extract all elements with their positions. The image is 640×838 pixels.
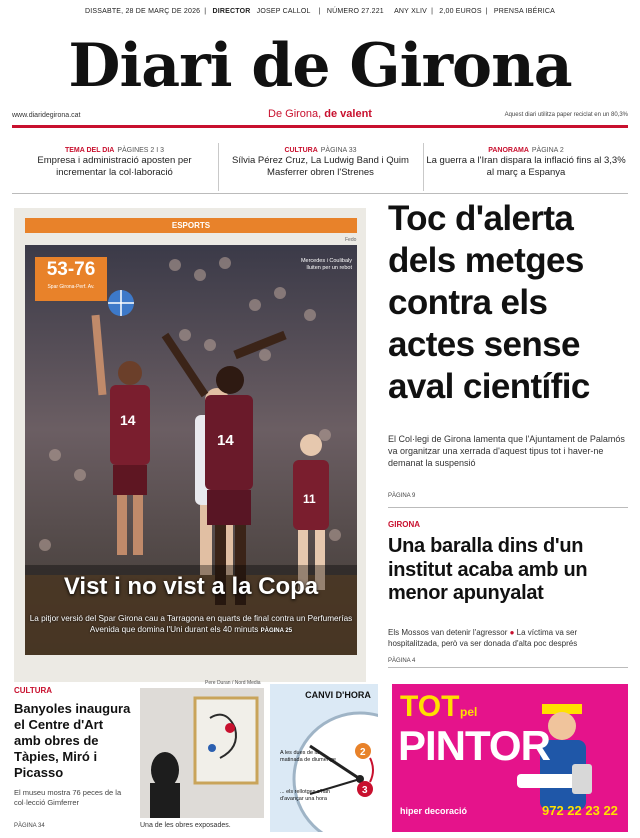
culture-standfirst: El museu mostra 76 peces de la col·lecció Gimferrer xyxy=(14,788,122,807)
score-teams: Spar Girona-Perf. Av. xyxy=(47,284,95,290)
issue-number: NÚMERO 27.221 xyxy=(326,8,384,15)
sports-page: PÀGINA 25 xyxy=(260,628,293,634)
photo-note: Mercedes i Coulibaly lluiten per un rebot xyxy=(300,258,352,271)
publisher-group: PRENSA IBÉRICA xyxy=(493,8,556,15)
director-name: JOSEP CALLOL xyxy=(256,8,311,15)
header-meta: DISSABTE, 28 DE MARÇ DE 2026 | DIRECTOR JOSEP CALLOL | NÚMERO 27.221 ANY XLIV | 2,00 EUROS | PRENSA IBÉRICA xyxy=(84,8,556,15)
jersey-number: 14 xyxy=(217,432,234,449)
second-sub-b: La víctima va ser hospitalitzada, però va ser donada d'alta poc després xyxy=(388,628,578,648)
ad-pel-text: pel xyxy=(460,705,478,719)
sports-standfirst xyxy=(28,613,354,637)
score-badge xyxy=(35,257,107,301)
teaser-text: La guerra a l'Iran dispara la inflació fins al 3,3% al març a Espanya xyxy=(426,155,626,178)
second-sub-a: Els Mossos van detenir l'agressor xyxy=(388,628,508,637)
second-headline[interactable]: Una baralla dins d'un institut acaba amb un menor apunyalat xyxy=(388,535,588,604)
ad-pintor-text: PINTOR xyxy=(398,722,550,769)
bullet-icon: ● xyxy=(509,628,515,637)
slogan-prefix: De Girona, xyxy=(268,108,322,120)
ad-tot-text: TOT xyxy=(400,690,460,723)
clock-mark-3: 3 xyxy=(362,785,368,796)
culture-headline[interactable]: Banyoles inaugura el Centre d'Art amb obres de Tàpies, Miró i Picasso xyxy=(14,701,131,780)
teaser-category: PANORAMA PÀGINA 2 xyxy=(488,147,564,154)
photo-credit: Fedo xyxy=(345,237,357,243)
teaser-panorama[interactable] xyxy=(423,143,628,191)
clock-note: ... els rellotges s'han d'avançar una hora xyxy=(280,789,330,802)
divider xyxy=(388,667,628,668)
ad-phone[interactable]: 972 22 23 22 xyxy=(542,803,618,818)
masthead-title[interactable]: Diari de Girona xyxy=(68,31,572,101)
sports-sub-text: La pitjor versió del Spar Girona cau a Tarragona en quarts de final contra un Perfumerías Avenida que domina l'Uni durant els 40 minuts xyxy=(29,614,353,634)
issue-price: 2,00 EUROS xyxy=(439,8,482,15)
second-standfirst xyxy=(388,627,628,649)
teaser-category: TEMA DEL DIA PÀGINES 2 I 3 xyxy=(64,147,165,154)
girona-section-tag[interactable]: GIRONA xyxy=(388,520,420,529)
ad-subtitle: hiper decoració xyxy=(400,806,468,816)
second-page-ref: PÀGINA 4 xyxy=(388,658,416,664)
issue-year: ANY XLIV xyxy=(394,8,428,15)
clock-note: A les dues de la matinada de diumenge xyxy=(280,750,336,763)
photo-credit: Pere Duran / Nord Media xyxy=(205,680,261,686)
teaser-cultura[interactable] xyxy=(218,143,422,191)
culture-section-tag[interactable]: CULTURA xyxy=(14,686,53,695)
teaser-text: Sílvia Pérez Cruz, La Ludwig Band i Quim Masferrer obren l'Strenes xyxy=(232,155,409,178)
issue-date: DISSABTE, 28 DE MARÇ DE 2026 xyxy=(84,8,201,15)
museum-caption: Una de les obres exposades. xyxy=(140,822,231,829)
jersey-number: 14 xyxy=(120,412,136,428)
website-link[interactable]: www.diaridegirona.cat xyxy=(12,112,81,119)
jersey-number: 11 xyxy=(303,492,316,506)
score: 53-76 xyxy=(46,259,96,280)
recycled-paper-note: Aquest diari utilitza paper reciclat en un 80,3% xyxy=(504,112,628,118)
museum-photo[interactable] xyxy=(140,688,264,818)
sports-section-tag[interactable]: ESPORTS xyxy=(25,218,357,233)
teaser-tema-del-dia[interactable] xyxy=(12,143,217,191)
main-page-ref: PÀGINA 9 xyxy=(388,493,416,499)
masthead-divider xyxy=(12,125,628,128)
teaser-category: CULTURA PÀGINA 33 xyxy=(284,147,357,154)
culture-page-ref: PÀGINA 34 xyxy=(14,823,45,829)
clock-mark-2: 2 xyxy=(360,747,366,758)
teaser-text: Empresa i administració aposten per incrementar la col·laboració xyxy=(37,155,192,178)
slogan-bold: de valent xyxy=(324,108,372,120)
divider xyxy=(388,507,628,508)
director-label: DIRECTOR xyxy=(212,8,251,15)
clock-change-title: CANVI D'HORA xyxy=(305,690,371,700)
main-standfirst: El Col·legi de Girona lamenta que l'Ajuntament de Palamós va organitzar una xerrada d'aquest tipus tot i haver-ne demanat la suspensió xyxy=(388,434,625,468)
main-headline[interactable]: Toc d'alerta dels metges contra els actes sense aval científic xyxy=(388,199,590,406)
teasers-divider xyxy=(12,193,628,194)
sports-headline[interactable]: Vist i no vist a la Copa xyxy=(63,573,319,600)
